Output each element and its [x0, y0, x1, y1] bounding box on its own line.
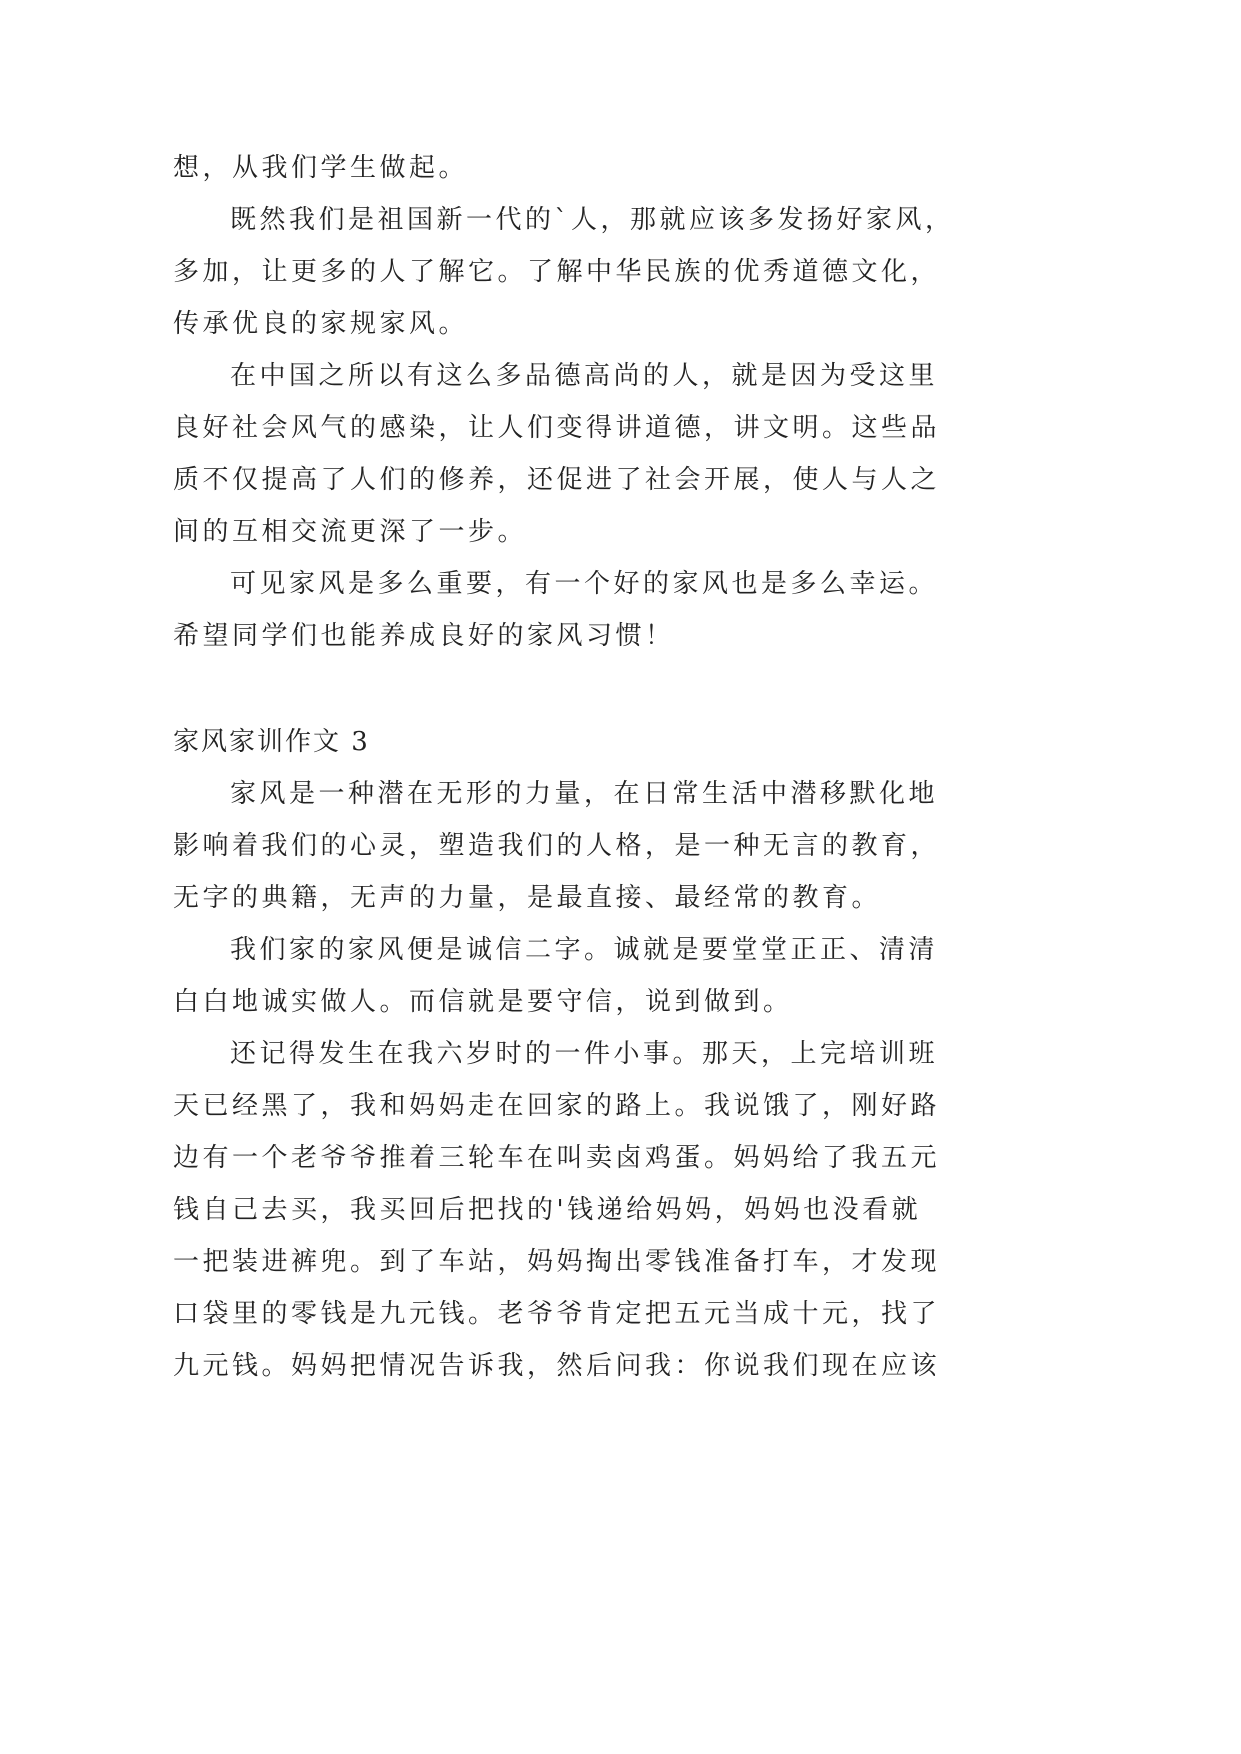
text-line: 间的互相交流更深了一步。	[173, 517, 528, 547]
text-line: 既然我们是祖国新一代的`人，那就应该多发扬好家风，	[230, 205, 955, 235]
text-line: 边有一个老爷爷推着三轮车在叫卖卤鸡蛋。妈妈给了我五元	[173, 1143, 941, 1173]
text-line: 可见家风是多么重要，有一个好的家风也是多么幸运。	[230, 569, 939, 599]
text-line: 我们家的家风便是诚信二字。诚就是要堂堂正正、清清	[230, 935, 939, 965]
text-line: 钱自己去买，我买回后把找的'钱递给妈妈，妈妈也没看就	[173, 1195, 922, 1225]
text-line: 多加，让更多的人了解它。了解中华民族的优秀道德文化，	[173, 257, 941, 287]
paragraph	[173, 1028, 1073, 1392]
text-line: 良好社会风气的感染，让人们变得讲道德，讲文明。这些品	[173, 413, 941, 443]
paragraph	[173, 142, 1073, 194]
paragraph	[173, 768, 1073, 924]
text-line: 希望同学们也能养成良好的家风习惯！	[173, 621, 675, 651]
text-line: 天已经黑了，我和妈妈走在回家的路上。我说饿了，刚好路	[173, 1091, 941, 1121]
text-line: 质不仅提高了人们的修养，还促进了社会开展，使人与人之	[173, 465, 941, 495]
paragraph	[173, 194, 1073, 350]
essay-title: 家风家训作文 3	[173, 727, 370, 757]
text-line: 还记得发生在我六岁时的一件小事。那天，上完培训班	[230, 1039, 939, 1069]
text-line: 口袋里的零钱是九元钱。老爷爷肯定把五元当成十元，找了	[173, 1299, 941, 1329]
text-line: 传承优良的家规家风。	[173, 309, 469, 339]
text-line: 九元钱。妈妈把情况告诉我，然后问我：你说我们现在应该	[173, 1351, 941, 1381]
paragraph	[173, 350, 1073, 558]
text-line: 想，从我们学生做起。	[173, 153, 469, 183]
text-line: 无字的典籍，无声的力量，是最直接、最经常的教育。	[173, 883, 882, 913]
paragraph	[173, 924, 1073, 1028]
text-line: 影响着我们的心灵，塑造我们的人格，是一种无言的教育，	[173, 831, 941, 861]
paragraph	[173, 558, 1073, 662]
text-line: 白白地诚实做人。而信就是要守信，说到做到。	[173, 987, 793, 1017]
text-line: 在中国之所以有这么多品德高尚的人，就是因为受这里	[230, 361, 939, 391]
document-body	[173, 142, 1073, 1392]
text-line: 家风是一种潜在无形的力量，在日常生活中潜移默化地	[230, 779, 939, 809]
text-line: 一把装进裤兜。到了车站，妈妈掏出零钱准备打车，才发现	[173, 1247, 941, 1277]
